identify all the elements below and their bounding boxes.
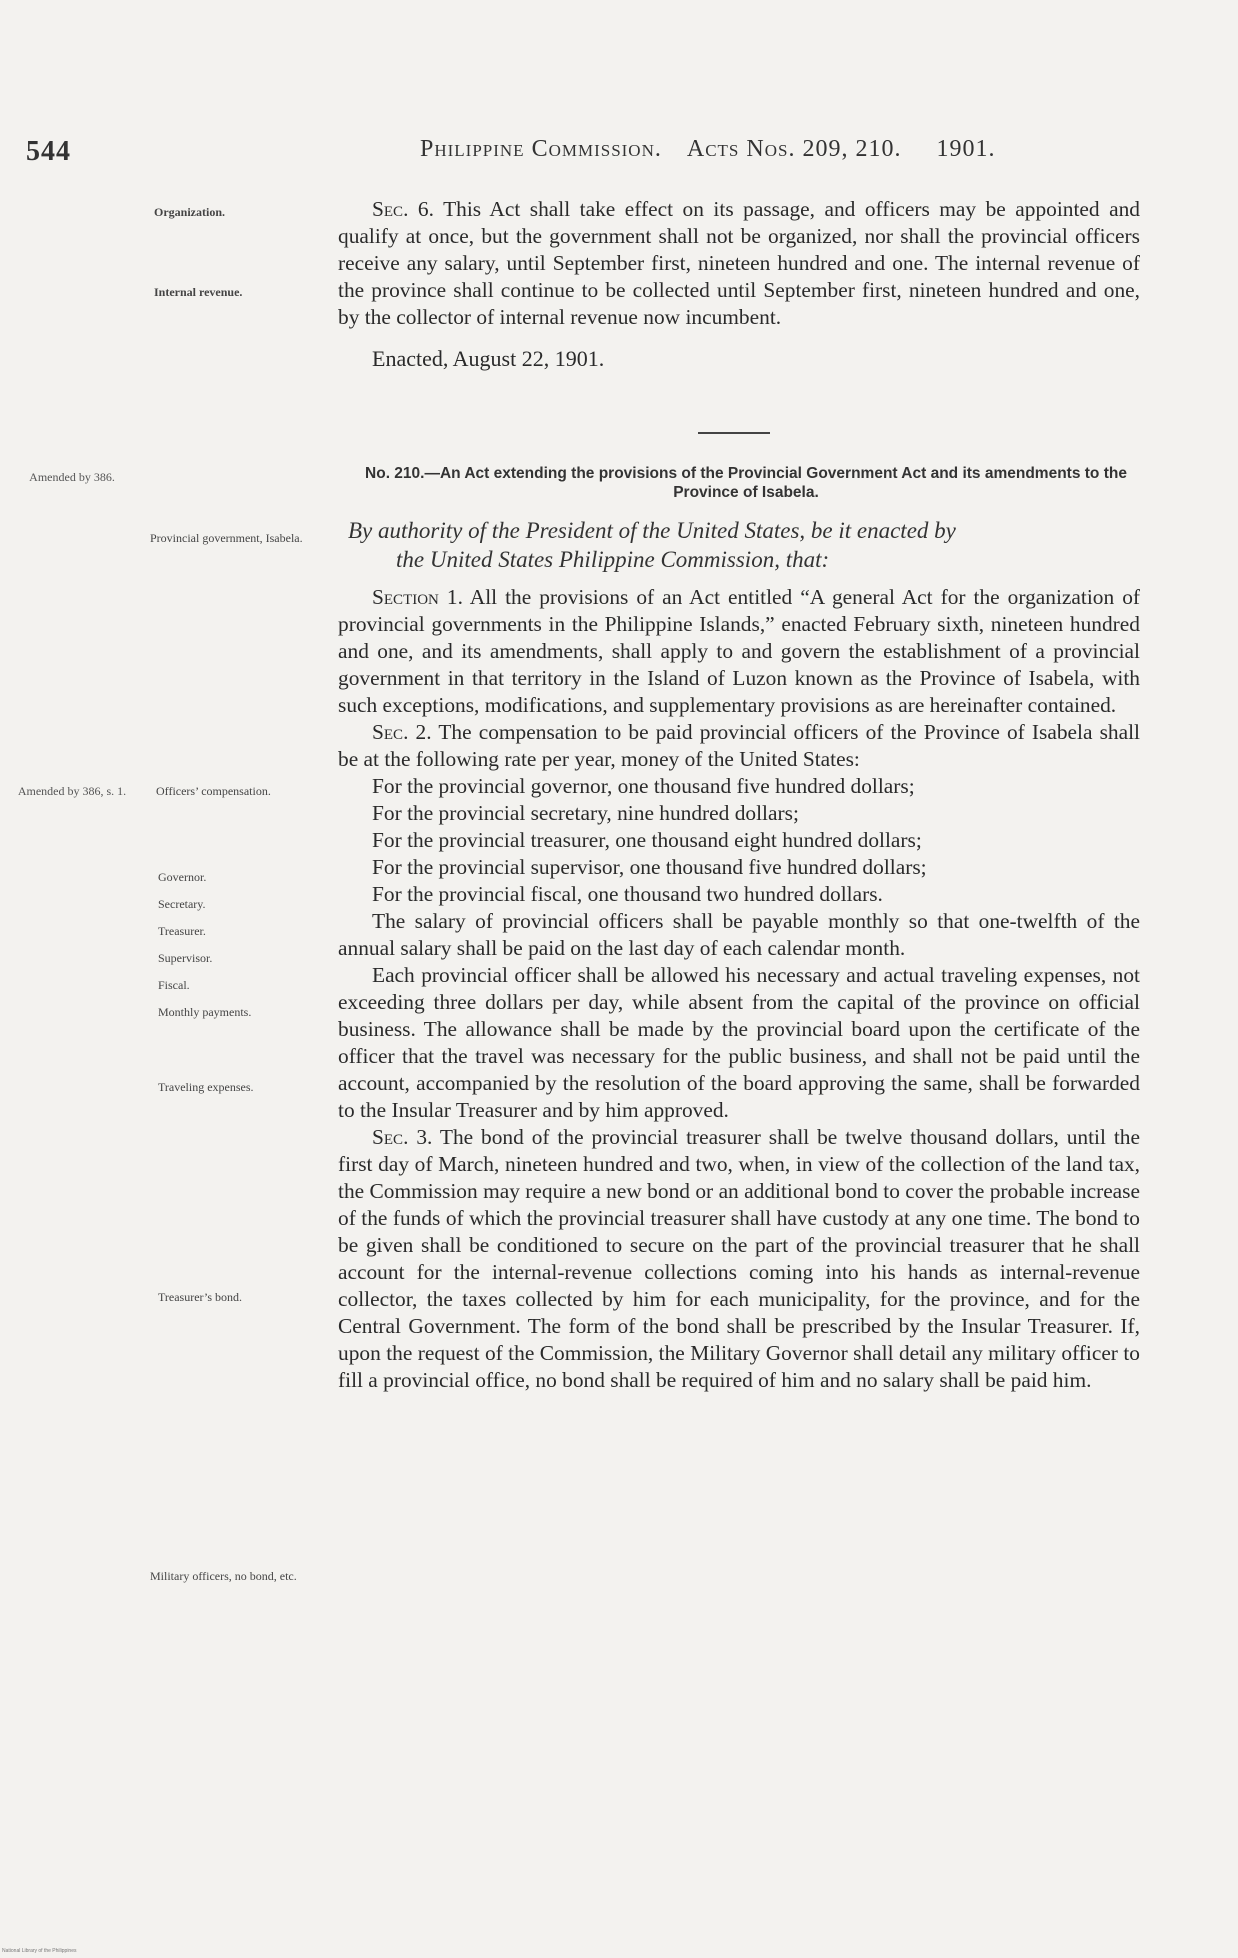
page-number: 544 (26, 136, 71, 167)
enacting-line-1: By authority of the President of the United States, be it enacted by (348, 518, 956, 543)
sec6-text: This Act shall take effect on its passage, and officers may be appointed and qualify at once, but the government shall not be organized, nor shall the provincial officers receive any salary, until September first, nineteen hundred and one. The internal revenue of the province shall continue to be collected until September first, nineteen hundred and one, by the collector of internal revenue now incumbent. (338, 197, 1140, 329)
margin-note-traveling-expenses: Traveling expenses. (158, 1080, 254, 1094)
salary-treasurer: For the provincial treasurer, one thousand eight hundred dollars; (372, 828, 922, 852)
margin-note-supervisor: Supervisor. (158, 951, 213, 965)
running-year: 1901. (936, 136, 996, 162)
sec6-label: Sec. 6. (372, 197, 434, 221)
margin-note-officers-compensation: Officers’ compensation. (156, 784, 271, 798)
sec2-label: Sec. 2. (372, 720, 432, 744)
section1-paragraph (338, 584, 1140, 719)
sec3-paragraph (338, 1124, 1140, 1394)
enacting-clause (348, 516, 1140, 574)
running-head (420, 136, 995, 163)
scan-footer: National Library of the Philippines (2, 1948, 77, 1954)
salary-secretary: For the provincial secretary, nine hundred dollars; (372, 801, 799, 825)
salary-supervisor: For the provincial supervisor, one thousand five hundred dollars; (372, 855, 927, 879)
salary-fiscal: For the provincial fiscal, one thousand two hundred dollars. (372, 882, 883, 906)
section1-text: All the provisions of an Act entitled “A general Act for the organization of provincial governments in the Philippine Islands,” enacted February sixth, nineteen hundred and one, and its amendments, shall apply to and govern the establishment of a provincial government in that territory in the Island of Luzon known as the Province of Isabela, with such exceptions, modifications, and supplementary provisions as are hereinafter contained. (338, 585, 1141, 717)
traveling-paragraph: Each provincial officer shall be allowed his necessary and actual traveling expenses, not exceeding three dollars per day, while absent from the capital of the province on official business. The allowance shall be made by the provincial board upon the certificate of the officer that the travel was necessary for the public business, and shall not be paid until the account, accompanied by the resolution of the board approving the same, shall be forwarded to the Insular Treasurer and by him approved. (338, 963, 1140, 1122)
act-title: No. 210.—An Act extending the provisions of the Provincial Government Act and its amendments to the Province of Isabela. (365, 465, 1127, 501)
sec3-label: Sec. 3. (372, 1125, 433, 1149)
running-acts: Acts Nos. 209, 210. (686, 136, 902, 162)
separator-rule (698, 432, 770, 434)
margin-note-secretary: Secretary. (158, 897, 206, 911)
margin-note-amended: Amended by 386. (29, 470, 115, 484)
running-title: Philippine Commission. (420, 136, 662, 162)
sec6-block (338, 196, 1140, 372)
sec2-paragraph (338, 719, 1140, 773)
margin-note-treasurer: Treasurer. (158, 924, 206, 938)
margin-note-treasurer-bond: Treasurer’s bond. (158, 1290, 242, 1304)
margin-note-military-officers: Military officers, no bond, etc. (150, 1569, 297, 1583)
margin-note-provincial-government: Provincial government, Isabela. (150, 531, 303, 545)
margin-note-fiscal: Fiscal. (158, 978, 190, 992)
margin-note-internal-revenue: Internal revenue. (154, 285, 243, 299)
sec3-text: The bond of the provincial treasurer shall be twelve thousand dollars, until the first day of March, nineteen hundred and two, when, in view of the collection of the land tax, the Commission may require a new bond or an additional bond to cover the probable increase of the funds of which the provincial treasurer shall have custody at any one time. The bond to be given shall be conditioned to secure on the part of the provincial treasurer that he shall account for the internal-revenue collections coming into his hands as internal-revenue collector, the taxes collected by him for each municipality, for the province, and for the Central Government. The form of the bond shall be prescribed by the Insular Treasurer. If, upon the request of the Commission, the Military Governor shall detail any military officer to fill a provincial office, no bond shall be required of him and no salary shall be paid him. (338, 1125, 1140, 1392)
sec2-text: The compensation to be paid provincial officers of the Province of Isabela shall be at the following rate per year, money of the United States: (338, 720, 1141, 771)
section1-label: Section 1. (372, 585, 463, 609)
enacting-line-2: the United States Philippine Commission, that: (396, 547, 830, 572)
margin-note-monthly-payments: Monthly payments. (158, 1005, 252, 1019)
margin-note-governor: Governor. (158, 870, 207, 884)
sec6-paragraph (338, 196, 1140, 331)
margin-note-organization: Organization. (154, 205, 225, 219)
margin-note-sec2-amended: Amended by 386, s. 1. (17, 784, 127, 798)
monthly-paragraph: The salary of provincial officers shall be payable monthly so that one-twelfth of the annual salary shall be paid on the last day of each calendar month. (338, 909, 1140, 960)
act210-body (338, 584, 1140, 1394)
salary-governor: For the provincial governor, one thousand five hundred dollars; (372, 774, 915, 798)
enacted-date: Enacted, August 22, 1901. (372, 346, 605, 371)
